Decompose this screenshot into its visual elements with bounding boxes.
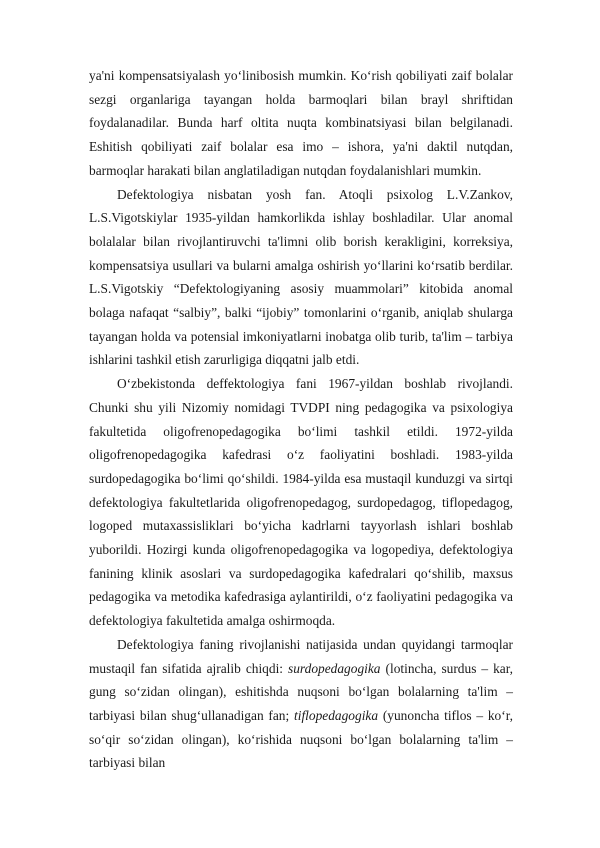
- term-tiflopedagogika: tiflopedagogika: [294, 707, 379, 723]
- paragraph-3: [89, 372, 513, 633]
- paragraph-4-text-b: (lotincha, surdus – kar, gung so‘zidan olingan), eshitishda nuqsoni bo‘lgan bolalarning ta'lim – tarbiyasi bilan shug‘ullanadigan fan;: [89, 660, 514, 723]
- paragraph-3-text: O‘zbekistonda deffektologiya fani 1967-yildan boshlab rivojlandi. Chunki shu yili Nizomiy nomidagi TVDPI ning pedagogika va psixologiya fakultetida oligofrenopedagogika bo‘limi tashkil etildi. 1972-yilda oligofrenopedagogika kafedrasi o‘z faoliyatini boshladi. 1983-yilda surdopedagogika bo‘limi qo‘shildi. 1984-yilda esa mustaqil kunduzgi va sirtqi defektologiya fakultetlarida oligofrenopedagog, surdopedagog, tiflopedagog, logoped mutaxassisliklari bo‘yicha kadrlarni tayyorlash ishlari boshlab yuborildi. Hozirgi kunda oligofrenopedagogika va logopediya, defektologiya fanining klinik asoslari va surdopedagogika kafedralari qo‘shilib, maxsus pedagogika va metodika kafedrasiga aylantirildi, o‘z faoliyatini pedagogika va defektologiya fakultetida amalga oshirmoqda.: [89, 376, 513, 629]
- paragraph-4-text-a: Defektologiya faning rivojlanishi natijasida undan quyidangi tarmoqlar mustaqil fan sifatida ajralib chiqdi:: [89, 636, 513, 676]
- paragraph-1: [89, 64, 513, 183]
- paragraph-4-text-c: (yunoncha tiflos – ko‘r, so‘qir so‘zidan olingan), ko‘rishida nuqsoni bo‘lgan bolalarning ta'lim – tarbiyasi bilan: [89, 707, 513, 771]
- paragraph-2: [89, 183, 513, 373]
- term-surdopedagogika: surdopedagogika: [288, 660, 381, 676]
- body-text: [89, 64, 513, 775]
- paragraph-2-text: Defektologiya nisbatan yosh fan. Atoqli psixolog L.V.Zankov, L.S.Vigotskiylar 1935-yildan hamkorlikda ishlay boshladilar. Ular anomal bolalalar bilan rivojlantiruvchi ta'limni olib borish kerakligini, korreksiya, kompensatsiya usullari va bularni amalga oshirish yo‘llarini ko‘rsatib berdilar. L.S.Vigotskiy “Defektologiyaning asosiy muammolari” kitobida anomal bolaga nafaqat “salbiy”, balki “ijobiy” tomonlarini o‘rganib, aniqlab shularga tayangan holda va potensial imkoniyatlarni inobatga olib turib, ta'lim – tarbiya ishlarini tashkil etish zarurligiga diqqatni jalb etdi.: [89, 186, 513, 368]
- paragraph-1-text: ya'ni kompensatsiyalash yo‘linibosish mumkin. Ko‘rish qobiliyati zaif bolalar sezgi organlariga tayangan holda barmoqlari bilan brayl shriftidan foydalanadilar. Bunda harf oltita nuqta kombinatsiyasi bilan belgilanadi. Eshitish qobiliyati zaif bolalar esa imo – ishora, ya'ni daktil nutqdan, barmoqlar harakati bilan anglatiladigan nutqdan foydalanishlari mumkin.: [89, 68, 513, 178]
- paragraph-4: [89, 633, 513, 775]
